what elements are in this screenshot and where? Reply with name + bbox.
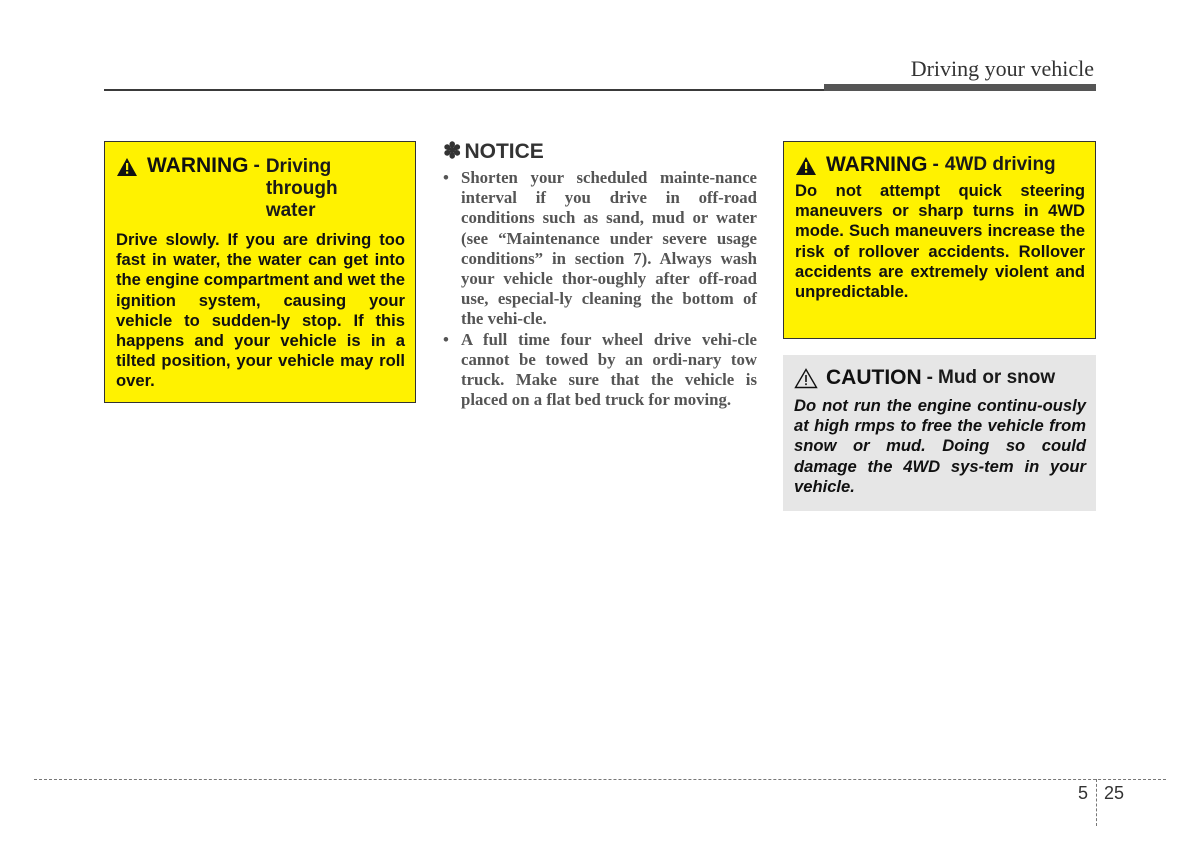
caution-title	[794, 366, 1086, 390]
warning-label: WARNING	[826, 153, 928, 176]
page-number: 25	[1104, 783, 1125, 803]
notice-list	[443, 168, 757, 410]
caution-subtitle: Mud or snow	[938, 367, 1056, 388]
notice-title	[443, 137, 757, 166]
caution-triangle-icon	[794, 368, 818, 389]
footer-rule	[34, 779, 1166, 780]
notice-section	[443, 137, 757, 410]
notice-item-text: Shorten your scheduled mainte-nance interval if you drive in off-road conditions such as sand, mud or water (see “Maintenance under severe usage conditions” in section 7). Always wash your vehicle thor-oughly after off-road use, especial-ly cleaning the bottom of the vehi-cle.	[461, 168, 757, 329]
warning-title	[795, 154, 1085, 176]
warning-title	[116, 155, 405, 222]
notice-star-icon: ✽	[443, 138, 462, 163]
warning-box-4wd-driving	[783, 141, 1096, 339]
warning-body: Drive slowly. If you are driving too fast in water, the water can get into the engine compartment and wet the ignition system, causing your vehicle to sudden-ly stop. If this happens and your vehicle is in a tilted position, your vehicle may roll over.	[116, 230, 405, 391]
footer-divider	[1096, 779, 1097, 826]
warning-separator: -	[253, 155, 260, 176]
warning-triangle-icon	[795, 156, 817, 176]
warning-box-driving-through-water	[104, 141, 416, 403]
section-title: Driving your vehicle	[910, 56, 1094, 81]
caution-separator: -	[926, 367, 933, 388]
warning-body: Do not attempt quick steering maneuvers or sharp turns in 4WD mode. Such maneuvers increase the risk of rollover accidents. Rollover accidents are extremely violent and unpredictable.	[795, 181, 1085, 302]
caution-box-mud-or-snow	[783, 355, 1096, 511]
warning-triangle-icon	[116, 157, 138, 177]
chapter-number: 5	[1078, 783, 1089, 803]
warning-subtitle: Driving through water	[265, 156, 338, 221]
bullet-icon: •	[443, 329, 449, 349]
warning-subtitle: 4WD driving	[944, 154, 1056, 175]
bullet-icon: •	[443, 168, 449, 187]
list-item	[443, 330, 757, 411]
header-rule-accent	[824, 84, 1096, 91]
warning-separator: -	[932, 154, 939, 175]
list-item	[443, 168, 757, 330]
notice-item-text: A full time four wheel drive vehi-cle cannot be towed by an ordi-nary tow truck. Make sure that the vehicle is placed on a flat bed truck for moving.	[461, 329, 757, 410]
header-rule	[104, 89, 824, 91]
caution-body: Do not run the engine continu-ously at high rmps to free the vehicle from snow or mud. Doing so could damage the 4WD sys-tem in your vehicle.	[794, 396, 1086, 496]
notice-label: NOTICE	[464, 140, 544, 163]
warning-label: WARNING	[147, 154, 249, 177]
caution-label: CAUTION	[826, 366, 922, 389]
